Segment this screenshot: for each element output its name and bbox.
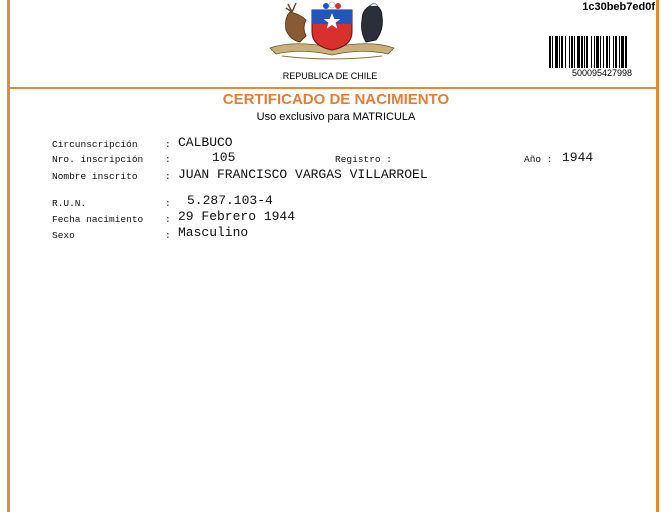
nombre-separator: :	[165, 171, 171, 182]
fecha-nacimiento-value: 29 Febrero 1944	[178, 209, 296, 224]
sexo-value: Masculino	[178, 225, 249, 240]
certificate-subtitle: Uso exclusivo para MATRICULA	[256, 111, 416, 123]
sexo-label: Sexo	[52, 230, 75, 241]
coat-of-arms-emblem	[262, 0, 402, 62]
sexo-separator: :	[165, 230, 171, 241]
barcode-image	[548, 36, 656, 68]
run-label: R.U.N.	[52, 198, 87, 209]
circunscripcion-value: CALBUCO	[178, 135, 233, 150]
nombre-value: JUAN FRANCISCO VARGAS VILLARROEL	[178, 167, 428, 182]
country-label: REPUBLICA DE CHILE	[282, 71, 378, 81]
serial-code: 1c30beb7ed0f	[582, 1, 655, 13]
nro-inscripcion-label: Nro. inscripción	[52, 154, 144, 165]
header-divider	[10, 87, 659, 89]
run-separator: :	[165, 198, 171, 209]
nombre-label: Nombre inscrito	[52, 171, 138, 182]
fecha-nacimiento-label: Fecha nacimiento	[52, 214, 144, 225]
nro-inscripcion-value: 105	[212, 150, 236, 165]
nro-inscripcion-separator: :	[165, 154, 171, 165]
anio-label: Año :	[524, 154, 553, 165]
barcode-number: 500095427998	[571, 68, 633, 78]
circunscripcion-separator: :	[165, 139, 171, 150]
run-value: 5.287.103-4	[187, 193, 273, 208]
registro-label: Registro :	[335, 154, 393, 165]
fecha-nacimiento-separator: :	[165, 214, 171, 225]
anio-value: 1944	[562, 150, 594, 165]
circunscripcion-label: Circunscripción	[52, 139, 138, 150]
certificate-title: CERTIFICADO DE NACIMIENTO	[222, 91, 450, 108]
